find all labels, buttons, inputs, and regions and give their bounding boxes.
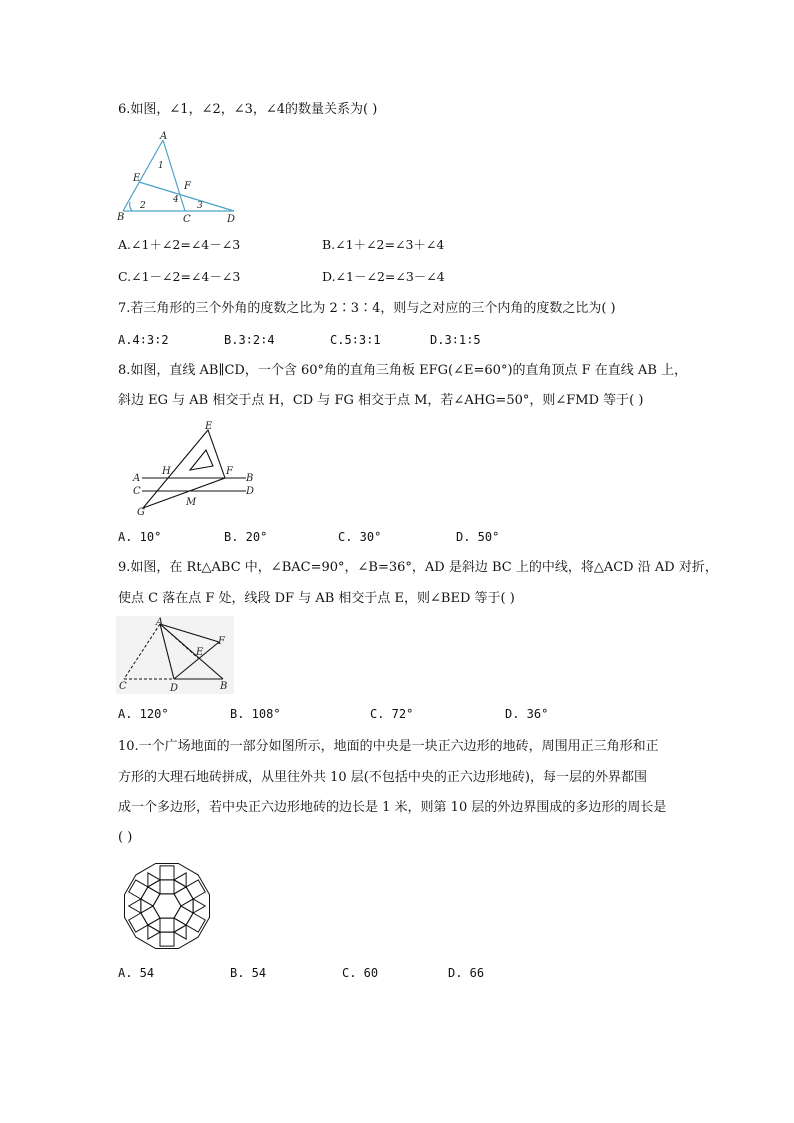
- q8-option-b[interactable]: B. 20°: [224, 530, 268, 544]
- tile-square: [160, 932, 174, 946]
- q9-stem-line1: 9.如图，在 Rt△ABC 中，∠BAC=90°，∠B=36°，AD 是斜边 BC 上的中线，将△ACD 沿 AD 对折，: [118, 560, 718, 575]
- q9-label-C: C: [119, 681, 127, 692]
- q7-stem: 7.若三角形的三个外角的度数之比为 2∶3∶4，则与之对应的三个内角的度数之比为( ): [118, 301, 616, 316]
- q8-label-D: D: [246, 486, 255, 497]
- q10-stem-line2: 方形的大理石地砖拼成，从里往外共 10 层(不包括中央的正六边形地砖)，每一层的外界都围: [118, 770, 647, 785]
- q8-label-B: B: [246, 473, 254, 484]
- q10-option-a[interactable]: A. 54: [118, 966, 155, 980]
- q6-angle-2: 2: [140, 201, 146, 211]
- tile-triangle: [193, 899, 205, 913]
- tile-square: [141, 887, 160, 906]
- q6-label-B: B: [117, 212, 125, 223]
- q9-label-F: F: [218, 636, 225, 647]
- q6-option-b[interactable]: B.∠1＋∠2=∠3＋∠4: [322, 237, 445, 252]
- q8-label-E: E: [205, 421, 213, 432]
- q8-label-A: A: [133, 473, 141, 484]
- q8-option-a[interactable]: A. 10°: [118, 530, 162, 544]
- tile-hexagon: [153, 894, 181, 918]
- q6-angle-1: 1: [158, 161, 164, 171]
- q9-label-B: B: [220, 681, 228, 692]
- q8-stem-line1: 8.如图，直线 AB∥CD，一个含 60°角的直角三角板 EFG(∠E=60°)的直角顶点 F 在直线 AB 上，: [118, 363, 688, 378]
- q8-label-H: H: [162, 466, 171, 477]
- q9-option-c[interactable]: C. 72°: [370, 707, 414, 721]
- q10-stem-line3: 成一个多边形，若中央正六边形地砖的边长是 1 米，则第 10 层的外边界围成的多边形的周长是: [118, 800, 667, 815]
- q6-option-d[interactable]: D.∠1－∠2=∠3－∠4: [322, 269, 445, 284]
- q7-option-d[interactable]: D.3∶1∶5: [430, 333, 481, 347]
- tile-square: [160, 880, 174, 894]
- q8-label-M: M: [186, 497, 197, 508]
- q6-option-a[interactable]: A.∠1＋∠2=∠4－∠3: [118, 237, 241, 252]
- tile-triangle: [129, 899, 141, 913]
- tile-triangle: [174, 880, 186, 894]
- q9-option-a[interactable]: A. 120°: [118, 707, 169, 721]
- tile-square: [160, 866, 174, 880]
- q8-label-F: F: [226, 466, 233, 477]
- tile-triangle: [181, 899, 193, 913]
- tile-triangle: [174, 918, 186, 932]
- q9-option-b[interactable]: B. 108°: [230, 707, 281, 721]
- q10-stem-line4: ( ): [118, 830, 133, 845]
- q7-option-a[interactable]: A.4∶3∶2: [118, 333, 169, 347]
- tile-triangle: [148, 925, 160, 939]
- q6-option-c[interactable]: C.∠1－∠2=∠4－∠3: [118, 269, 241, 284]
- q9-label-A: A: [156, 617, 164, 628]
- tile-outer-boundary: [125, 864, 210, 949]
- q6-angle-4: 4: [173, 195, 179, 205]
- tile-square: [160, 918, 174, 932]
- tile-square: [174, 906, 193, 925]
- q9-figure: [116, 616, 234, 694]
- q10-stem-line1: 10.一个广场地面的一部分如图所示，地面的中央是一块正六边形的地砖，周围用正三角形和正: [118, 739, 659, 754]
- q8-label-C: C: [133, 486, 141, 497]
- tile-triangle: [148, 880, 160, 894]
- tile-triangle: [174, 873, 186, 887]
- q6-label-C: C: [183, 214, 191, 225]
- q8-option-c[interactable]: C. 30°: [338, 530, 382, 544]
- q7-option-c[interactable]: C.5∶3∶1: [330, 333, 381, 347]
- q9-label-D: D: [170, 683, 179, 694]
- q8-label-G: G: [137, 507, 145, 518]
- q8-option-d[interactable]: D. 50°: [456, 530, 500, 544]
- q10-tiling-figure: [117, 858, 217, 954]
- q6-label-A: A: [160, 131, 168, 142]
- q10-option-d[interactable]: D. 66: [448, 966, 485, 980]
- q6-angle-3: 3: [197, 201, 203, 211]
- q6-label-D: D: [227, 214, 236, 225]
- tile-triangle: [174, 925, 186, 939]
- tile-triangle: [148, 873, 160, 887]
- q9-option-d[interactable]: D. 36°: [505, 707, 549, 721]
- q7-option-b[interactable]: B.3∶2∶4: [224, 333, 275, 347]
- q6-label-E: E: [133, 173, 141, 184]
- q9-label-E: E: [196, 647, 204, 658]
- q8-figure: [130, 420, 265, 516]
- q8-stem-line2: 斜边 EG 与 AB 相交于点 H，CD 与 FG 相交于点 M，若∠AHG=50°，则∠FMD 等于( ): [118, 393, 644, 408]
- q6-figure: [116, 130, 242, 226]
- tile-triangle: [141, 899, 153, 913]
- q10-option-c[interactable]: C. 60: [342, 966, 379, 980]
- q10-option-b[interactable]: B. 54: [230, 966, 267, 980]
- q6-label-F: F: [184, 181, 191, 192]
- q9-stem-line2: 使点 C 落在点 F 处，线段 DF 与 AB 相交于点 E，则∠BED 等于( ): [118, 591, 515, 606]
- tile-square: [141, 906, 160, 925]
- q6-stem: 6.如图，∠1，∠2，∠3，∠4的数量关系为( ): [118, 102, 378, 117]
- tile-triangle: [148, 918, 160, 932]
- tile-square: [174, 887, 193, 906]
